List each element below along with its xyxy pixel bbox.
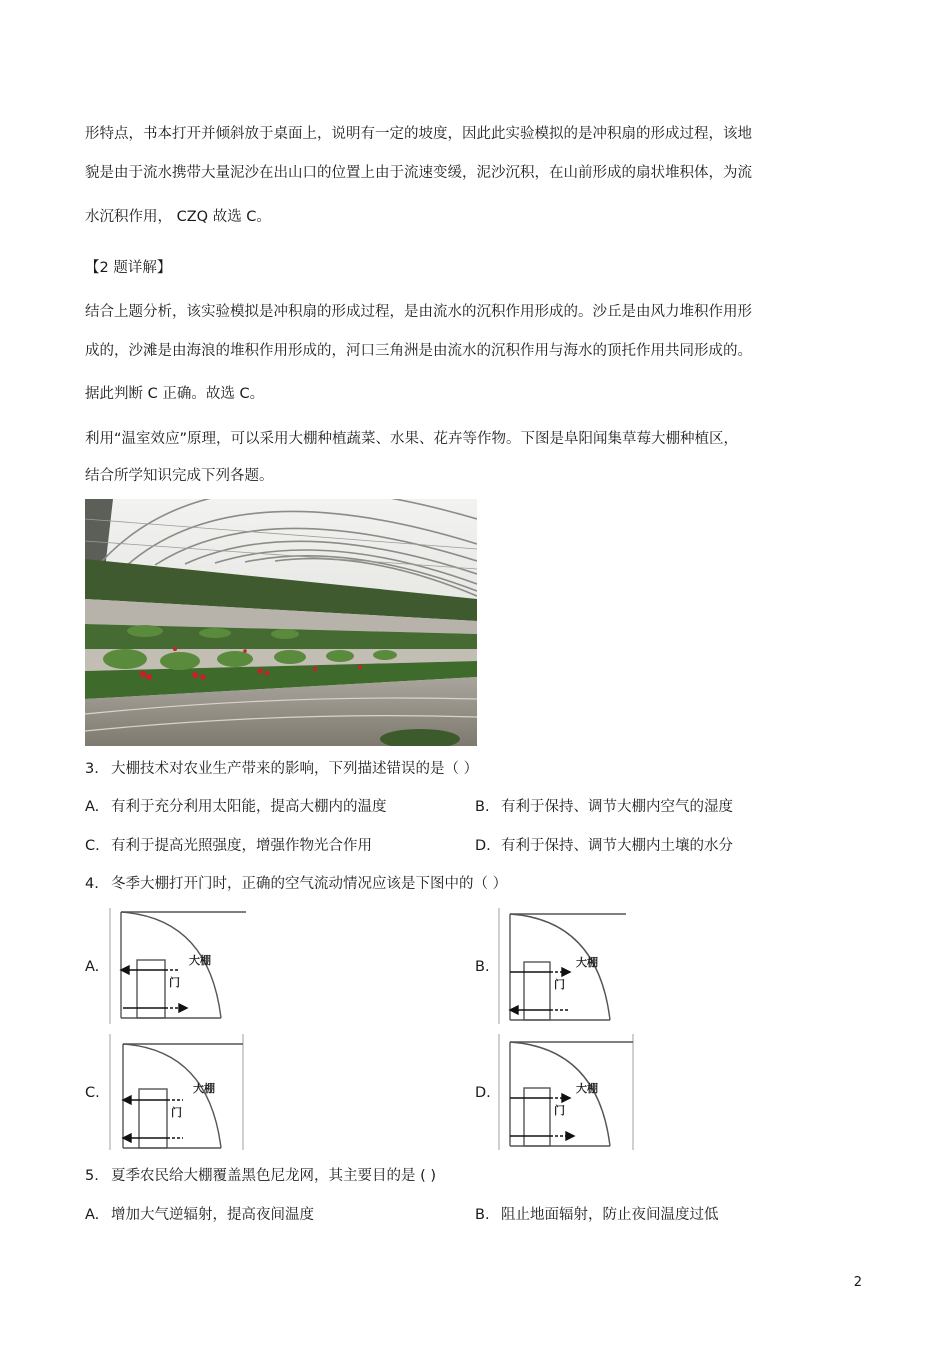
paragraph-line: 貌是由于流水携带大量泥沙在出山口的位置上由于流速变缓，泥沙沉积，在山前形成的扇状堆积体，为流 [85, 165, 752, 181]
q4-option-c-label[interactable]: C. [85, 1085, 100, 1101]
question-5-stem [85, 1166, 436, 1186]
paragraph-line: 成的，沙滩是由海浪的堆积作用形成的，河口三角洲是由流水的沉积作用与海水的顶托作用共同形成的。 [85, 343, 752, 359]
page-number: 2 [853, 1275, 862, 1290]
option-text: 有利于保持、调节大棚内空气的湿度 [501, 799, 733, 815]
option-letter: B. [475, 1207, 490, 1223]
door-label: 门 [171, 1106, 182, 1119]
option-letter: B. [475, 799, 490, 815]
q4-option-b-diagram[interactable] [498, 908, 628, 1028]
question-number: 4. [85, 876, 99, 892]
q3-option-c[interactable] [85, 836, 372, 856]
paragraph-line: 利用“温室效应”原理，可以采用大棚种植蔬菜、水果、花卉等作物。下图是阜阳闻集草莓大棚种植区， [85, 431, 739, 447]
shed-label: 大棚 [576, 956, 598, 969]
question-text: 冬季大棚打开门时，正确的空气流动情况应该是下图中的（ ） [111, 876, 508, 892]
option-text: 阻止地面辐射，防止夜间温度过低 [501, 1207, 719, 1223]
q4-option-c-diagram[interactable] [109, 1034, 244, 1154]
question-3-stem [85, 759, 478, 779]
shed-label: 大棚 [193, 1082, 215, 1095]
q4-option-d-label[interactable]: D. [475, 1085, 491, 1101]
option-letter: A. [85, 799, 100, 815]
q3-option-a[interactable] [85, 797, 387, 817]
paragraph-line: 形特点，书本打开并倾斜放于桌面上，说明有一定的坡度，因此此实验模拟的是冲积扇的形成过程，该地 [85, 126, 752, 142]
option-text: 增加大气逆辐射，提高夜间温度 [111, 1207, 314, 1223]
paragraph-line: 结合所学知识完成下列各题。 [85, 468, 274, 484]
shed-label: 大棚 [189, 954, 211, 967]
question-number: 5. [85, 1168, 99, 1184]
greenhouse-photo [85, 499, 477, 746]
section-heading: 【2 题详解】 [85, 260, 172, 276]
question-text: 夏季农民给大棚覆盖黑色尼龙网，其主要目的是 ( ) [111, 1168, 437, 1184]
q4-option-a-label[interactable]: A. [85, 959, 100, 975]
q3-option-d[interactable] [475, 836, 733, 856]
door-label: 门 [554, 978, 565, 991]
option-letter: D. [475, 838, 491, 854]
shed-label: 大棚 [576, 1082, 598, 1095]
paragraph-line: 结合上题分析，该实验模拟是冲积扇的形成过程，是由流水的沉积作用形成的。沙丘是由风力堆积作用形 [85, 304, 752, 320]
q4-option-d-diagram[interactable] [498, 1034, 634, 1154]
option-letter: C. [85, 838, 100, 854]
option-text: 有利于充分利用太阳能，提高大棚内的温度 [111, 799, 387, 815]
q3-option-b[interactable] [475, 797, 733, 817]
q4-option-b-label[interactable]: B. [475, 959, 490, 975]
option-letter: A. [85, 1207, 100, 1223]
question-number: 3. [85, 761, 99, 777]
q5-option-b[interactable] [475, 1205, 719, 1225]
question-4-stem [85, 874, 507, 894]
question-text: 大棚技术对农业生产带来的影响，下列描述错误的是（ ） [111, 761, 479, 777]
option-text: 有利于提高光照强度，增强作物光合作用 [111, 838, 372, 854]
paragraph-line: 水沉积作用， CZQ 故选 C。 [85, 209, 271, 225]
paragraph-line: 据此判断 C 正确。故选 C。 [85, 386, 265, 402]
q4-option-a-diagram[interactable] [109, 908, 246, 1028]
q5-option-a[interactable] [85, 1205, 314, 1225]
option-text: 有利于保持、调节大棚内土壤的水分 [501, 838, 733, 854]
door-label: 门 [554, 1104, 565, 1117]
door-label: 门 [169, 976, 180, 989]
